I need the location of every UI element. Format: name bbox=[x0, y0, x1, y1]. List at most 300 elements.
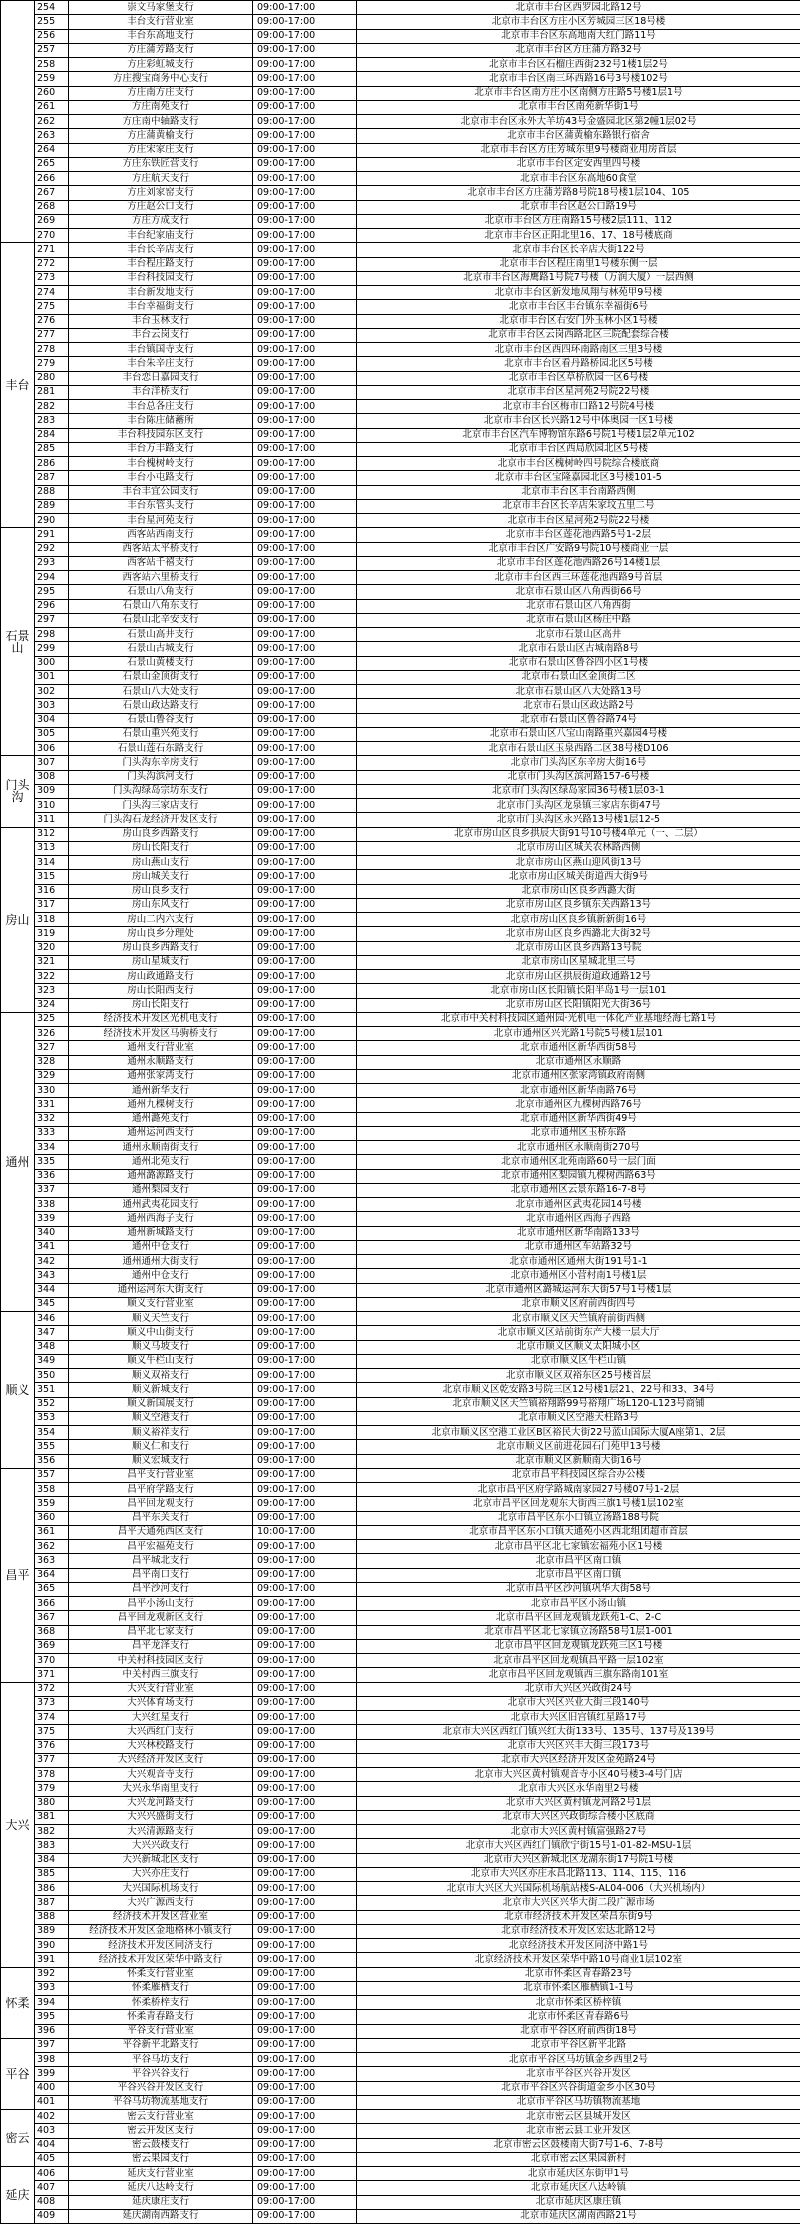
table-row bbox=[1, 100, 800, 114]
branch-name: 丰台支行营业室 bbox=[69, 15, 253, 29]
branch-number: 259 bbox=[35, 72, 69, 86]
branch-name: 西客站六里桥支行 bbox=[69, 571, 253, 585]
business-hours: 09:00-17:00 bbox=[253, 1668, 357, 1682]
business-hours: 09:00-17:00 bbox=[253, 499, 357, 513]
table-row bbox=[1, 1497, 800, 1511]
branch-number: 316 bbox=[35, 884, 69, 898]
branch-address: 北京市丰台区南方庄小区南侧方庄路5号楼1层1号 bbox=[357, 86, 800, 100]
table-row bbox=[1, 799, 800, 813]
table-row bbox=[1, 1967, 800, 1981]
branch-name: 大兴经济开发区支行 bbox=[69, 1753, 253, 1767]
business-hours: 09:00-17:00 bbox=[253, 2010, 357, 2024]
table-row bbox=[1, 1711, 800, 1725]
branch-address: 北京市密云区鼓楼南大街7号1-6、7-8号 bbox=[357, 2138, 800, 2152]
business-hours: 09:00-17:00 bbox=[253, 1440, 357, 1454]
branch-address: 北京市房山区良乡西路13号院 bbox=[357, 941, 800, 955]
branch-address: 北京市大兴区黄村镇龙河路2号1层 bbox=[357, 1796, 800, 1810]
branch-number: 387 bbox=[35, 1896, 69, 1910]
business-hours: 09:00-17:00 bbox=[253, 998, 357, 1012]
branch-address: 北京市丰台区南三环西路16号3号楼102号 bbox=[357, 72, 800, 86]
branch-number: 392 bbox=[35, 1967, 69, 1981]
branch-name: 顺义牛栏山支行 bbox=[69, 1354, 253, 1368]
branch-address: 北京市通州区新华西街49号 bbox=[357, 1112, 800, 1126]
table-row bbox=[1, 1867, 800, 1881]
branch-name: 密云果园支行 bbox=[69, 2152, 253, 2166]
branch-number: 299 bbox=[35, 642, 69, 656]
branch-address: 北京市通州区小营村南1号楼1层 bbox=[357, 1269, 800, 1283]
business-hours: 09:00-17:00 bbox=[253, 15, 357, 29]
branch-address: 北京市石景山区高井 bbox=[357, 628, 800, 642]
business-hours: 09:00-17:00 bbox=[253, 955, 357, 969]
table-row bbox=[1, 813, 800, 827]
table-row bbox=[1, 2167, 800, 2181]
branch-number: 369 bbox=[35, 1639, 69, 1653]
table-row bbox=[1, 756, 800, 770]
branch-number: 294 bbox=[35, 571, 69, 585]
branch-number: 334 bbox=[35, 1141, 69, 1155]
district-cell bbox=[1, 1, 35, 243]
branch-name: 通州运河西支行 bbox=[69, 1126, 253, 1140]
branch-address: 北京市石景山区杨庄中路 bbox=[357, 613, 800, 627]
branch-number: 370 bbox=[35, 1654, 69, 1668]
table-row bbox=[1, 1953, 800, 1967]
table-row bbox=[1, 1511, 800, 1525]
branch-address: 北京市昌平区北七家镇宏福苑小区1号楼 bbox=[357, 1540, 800, 1554]
table-row bbox=[1, 2010, 800, 2024]
branch-address: 北京市房山区城关街道西大街9号 bbox=[357, 870, 800, 884]
branch-address: 北京市通州区新华南路76号 bbox=[357, 1084, 800, 1098]
business-hours: 09:00-17:00 bbox=[253, 2110, 357, 2124]
business-hours: 09:00-17:00 bbox=[253, 913, 357, 927]
branch-number: 327 bbox=[35, 1041, 69, 1055]
business-hours: 09:00-17:00 bbox=[253, 1098, 357, 1112]
table-row bbox=[1, 1739, 800, 1753]
table-row bbox=[1, 1753, 800, 1767]
table-row bbox=[1, 172, 800, 186]
table-row bbox=[1, 2053, 800, 2067]
branch-address: 北京市通州区兴光路1号院5号楼1层101 bbox=[357, 1027, 800, 1041]
business-hours: 09:00-17:00 bbox=[253, 1, 357, 15]
branch-number: 328 bbox=[35, 1055, 69, 1069]
branch-number: 288 bbox=[35, 485, 69, 499]
branch-number: 349 bbox=[35, 1354, 69, 1368]
branch-address: 北京市大兴区新城北区龙湖东街17号院1号楼 bbox=[357, 1853, 800, 1867]
branch-name: 昌平东关支行 bbox=[69, 1511, 253, 1525]
branch-address: 北京市房山区良乡西潞北大街32号 bbox=[357, 927, 800, 941]
branch-address: 北京市通州区通州大街191号1-1 bbox=[357, 1255, 800, 1269]
branch-name: 大兴体育场支行 bbox=[69, 1696, 253, 1710]
branch-address: 北京市通州区永顺路 bbox=[357, 1055, 800, 1069]
business-hours: 09:00-17:00 bbox=[253, 1768, 357, 1782]
branch-number: 395 bbox=[35, 2010, 69, 2024]
business-hours: 09:00-17:00 bbox=[253, 2209, 357, 2223]
branch-address: 北京市昌平区回龙观镇昌平路一层102室 bbox=[357, 1654, 800, 1668]
branch-address: 北京市顺义区站前街东产大楼一层大厅 bbox=[357, 1326, 800, 1340]
branch-name: 昌平支行营业室 bbox=[69, 1468, 253, 1482]
table-row bbox=[1, 1440, 800, 1454]
branch-address: 北京市平谷区马坊镇物流基地 bbox=[357, 2095, 800, 2109]
branch-name: 顺义支行营业室 bbox=[69, 1297, 253, 1311]
branch-name: 崇文马家堡支行 bbox=[69, 1, 253, 15]
table-row bbox=[1, 884, 800, 898]
branch-address: 北京市丰台区永外大羊坊43号金盛园北区第2幢1层02号 bbox=[357, 115, 800, 129]
branch-number: 279 bbox=[35, 357, 69, 371]
table-row bbox=[1, 585, 800, 599]
table-row bbox=[1, 2181, 800, 2195]
business-hours: 09:00-17:00 bbox=[253, 784, 357, 798]
branch-number: 354 bbox=[35, 1426, 69, 1440]
table-row bbox=[1, 1183, 800, 1197]
branch-number: 344 bbox=[35, 1283, 69, 1297]
branch-number: 306 bbox=[35, 742, 69, 756]
business-hours: 09:00-17:00 bbox=[253, 1639, 357, 1653]
table-row bbox=[1, 1212, 800, 1226]
district-cell: 房山 bbox=[1, 827, 35, 1012]
branch-name: 顺义天竺支行 bbox=[69, 1312, 253, 1326]
business-hours: 09:00-17:00 bbox=[253, 314, 357, 328]
branch-name: 顺义仁和支行 bbox=[69, 1440, 253, 1454]
branch-number: 329 bbox=[35, 1069, 69, 1083]
branch-number: 357 bbox=[35, 1468, 69, 1482]
business-hours: 09:00-17:00 bbox=[253, 1226, 357, 1240]
table-row bbox=[1, 1312, 800, 1326]
branch-address: 北京市房山区长阳镇阳光大街36号 bbox=[357, 998, 800, 1012]
district-cell: 石景山 bbox=[1, 528, 35, 756]
business-hours: 09:00-17:00 bbox=[253, 941, 357, 955]
branch-number: 274 bbox=[35, 286, 69, 300]
table-row bbox=[1, 2124, 800, 2138]
branch-number: 321 bbox=[35, 955, 69, 969]
branch-name: 方庄刘家窑支行 bbox=[69, 186, 253, 200]
branch-number: 409 bbox=[35, 2209, 69, 2223]
branch-address: 北京市门头沟区永兴路13号楼1层12-5 bbox=[357, 813, 800, 827]
branch-name: 平谷马坊支行 bbox=[69, 2053, 253, 2067]
business-hours: 09:00-17:00 bbox=[253, 1340, 357, 1354]
branch-number: 406 bbox=[35, 2167, 69, 2181]
table-row bbox=[1, 1682, 800, 1696]
branch-name: 房山二内六支行 bbox=[69, 913, 253, 927]
table-row bbox=[1, 613, 800, 627]
branch-name: 丰台东高地支行 bbox=[69, 29, 253, 43]
branch-address: 北京市丰台区广安路9号院10号楼商业一层 bbox=[357, 542, 800, 556]
table-row bbox=[1, 2195, 800, 2209]
business-hours: 09:00-17:00 bbox=[253, 756, 357, 770]
table-row bbox=[1, 1668, 800, 1682]
branch-name: 昌平天通苑西区支行 bbox=[69, 1525, 253, 1539]
branch-address: 北京市通州区新华南路133号 bbox=[357, 1226, 800, 1240]
table-row bbox=[1, 1654, 800, 1668]
branch-address: 北京市通州区车站路32号 bbox=[357, 1240, 800, 1254]
branch-address: 北京市通州区北苑南路60号一层门面 bbox=[357, 1155, 800, 1169]
business-hours: 09:00-17:00 bbox=[253, 1511, 357, 1525]
business-hours: 09:00-17:00 bbox=[253, 528, 357, 542]
branch-number: 352 bbox=[35, 1397, 69, 1411]
branch-number: 287 bbox=[35, 471, 69, 485]
branch-address: 北京市丰台区蒲黄榆东路银行宿舍 bbox=[357, 129, 800, 143]
branch-name: 通州运河东大街支行 bbox=[69, 1283, 253, 1297]
branch-name: 门头沟石龙经济开发区支行 bbox=[69, 813, 253, 827]
table-row bbox=[1, 314, 800, 328]
branch-name: 门头沟三家店支行 bbox=[69, 799, 253, 813]
branch-address: 北京市丰台区南苑新华街1号 bbox=[357, 100, 800, 114]
branch-name: 通州新城路支行 bbox=[69, 1226, 253, 1240]
branch-name: 经济技术开发区光机电支行 bbox=[69, 1012, 253, 1026]
business-hours: 09:00-17:00 bbox=[253, 300, 357, 314]
branch-number: 273 bbox=[35, 271, 69, 285]
branch-address: 北京市大兴区兴政街24号 bbox=[357, 1682, 800, 1696]
branch-address: 北京市大兴区兴政街综合楼小区底商 bbox=[357, 1810, 800, 1824]
table-row bbox=[1, 1069, 800, 1083]
business-hours: 09:00-17:00 bbox=[253, 1910, 357, 1924]
branch-address: 北京市通州区永顺南街270号 bbox=[357, 1141, 800, 1155]
branch-address: 北京市丰台区长辛店大街122号 bbox=[357, 243, 800, 257]
branch-name: 丰台槐树岭支行 bbox=[69, 457, 253, 471]
branch-address: 北京市经济技术开发区宏达北路12号 bbox=[357, 1924, 800, 1938]
table-row bbox=[1, 1825, 800, 1839]
table-row bbox=[1, 1611, 800, 1625]
branch-address: 北京市通州区张家湾镇政府南侧 bbox=[357, 1069, 800, 1083]
branch-name: 方庄航天支行 bbox=[69, 172, 253, 186]
table-row bbox=[1, 599, 800, 613]
branch-address: 北京市顺义区空港工业区B区裕民大街22号蓝山国际大厦A座第1、2层 bbox=[357, 1426, 800, 1440]
branch-name: 门头沟滨河支行 bbox=[69, 770, 253, 784]
branch-number: 275 bbox=[35, 300, 69, 314]
business-hours: 09:00-17:00 bbox=[253, 1454, 357, 1468]
branch-number: 258 bbox=[35, 58, 69, 72]
table-row bbox=[1, 1696, 800, 1710]
business-hours: 09:00-17:00 bbox=[253, 485, 357, 499]
table-row bbox=[1, 43, 800, 57]
table-row bbox=[1, 357, 800, 371]
business-hours: 09:00-17:00 bbox=[253, 428, 357, 442]
branch-number: 319 bbox=[35, 927, 69, 941]
branch-name: 石景山重兴苑支行 bbox=[69, 727, 253, 741]
branch-address: 北京市丰台区新发地凤翔与林苑甲9号楼 bbox=[357, 286, 800, 300]
business-hours: 09:00-17:00 bbox=[253, 143, 357, 157]
branch-name: 通州潞苑支行 bbox=[69, 1112, 253, 1126]
table-row bbox=[1, 927, 800, 941]
branch-address: 北京市丰台区海鹰路1号院7号楼（万润大厦）一层西侧 bbox=[357, 271, 800, 285]
branch-address: 北京市丰台区西罗园北路12号 bbox=[357, 1, 800, 15]
branch-address: 北京市石景山区玉泉西路二区38号楼D106 bbox=[357, 742, 800, 756]
branch-number: 314 bbox=[35, 856, 69, 870]
table-row bbox=[1, 499, 800, 513]
branch-name: 通州中仓支行 bbox=[69, 1269, 253, 1283]
branch-number: 343 bbox=[35, 1269, 69, 1283]
branch-number: 270 bbox=[35, 229, 69, 243]
branch-number: 403 bbox=[35, 2124, 69, 2138]
branch-address: 北京市通州区梨园镇九棵树西路63号 bbox=[357, 1169, 800, 1183]
branch-name: 延庆八达岭支行 bbox=[69, 2181, 253, 2195]
branch-name: 通州武夷花园支行 bbox=[69, 1198, 253, 1212]
branch-name: 中关村西三旗支行 bbox=[69, 1668, 253, 1682]
branch-address: 北京市房山区城关农林路西侧 bbox=[357, 841, 800, 855]
table-row bbox=[1, 157, 800, 171]
branch-address: 北京市昌平区南口镇 bbox=[357, 1568, 800, 1582]
branch-address: 北京市昌平区府学路城南家园27号楼07号1-2层 bbox=[357, 1483, 800, 1497]
branch-name: 大兴龙河路支行 bbox=[69, 1796, 253, 1810]
branch-number: 362 bbox=[35, 1540, 69, 1554]
branch-address: 北京市大兴区西红门镇兴红大街133号、135号、137号及139号 bbox=[357, 1725, 800, 1739]
branch-number: 353 bbox=[35, 1411, 69, 1425]
table-row bbox=[1, 1269, 800, 1283]
branch-number: 346 bbox=[35, 1312, 69, 1326]
business-hours: 09:00-17:00 bbox=[253, 1924, 357, 1938]
branch-name: 方庄南方庄支行 bbox=[69, 86, 253, 100]
branch-name: 通州中仓支行 bbox=[69, 1240, 253, 1254]
branch-address: 北京市丰台区梅市口路12号院4号楼 bbox=[357, 400, 800, 414]
table-row bbox=[1, 1568, 800, 1582]
business-hours: 09:00-17:00 bbox=[253, 1312, 357, 1326]
branch-address: 北京市门头沟区东辛房大街16号 bbox=[357, 756, 800, 770]
table-row bbox=[1, 913, 800, 927]
branch-address: 北京市丰台区石榴庄西街232号1楼1层2号 bbox=[357, 58, 800, 72]
business-hours: 09:00-17:00 bbox=[253, 357, 357, 371]
branch-name: 大兴支行营业室 bbox=[69, 1682, 253, 1696]
table-row bbox=[1, 1340, 800, 1354]
branch-number: 345 bbox=[35, 1297, 69, 1311]
branch-name: 石景山金顶街支行 bbox=[69, 670, 253, 684]
business-hours: 09:00-17:00 bbox=[253, 670, 357, 684]
table-row bbox=[1, 970, 800, 984]
branch-number: 361 bbox=[35, 1525, 69, 1539]
branch-name: 西客站太平桥支行 bbox=[69, 542, 253, 556]
business-hours: 09:00-17:00 bbox=[253, 2124, 357, 2138]
branch-name: 丰台朱辛庄支行 bbox=[69, 357, 253, 371]
table-row bbox=[1, 1297, 800, 1311]
branch-number: 289 bbox=[35, 499, 69, 513]
business-hours: 09:00-17:00 bbox=[253, 1867, 357, 1881]
table-row bbox=[1, 1426, 800, 1440]
branch-number: 391 bbox=[35, 1953, 69, 1967]
branch-address: 北京市通州区云景东路16-7-8号 bbox=[357, 1183, 800, 1197]
branch-address: 北京市丰台区方庄芳城东里9号楼商业用房首层 bbox=[357, 143, 800, 157]
branch-address: 北京市延庆区东街甲1号 bbox=[357, 2167, 800, 2181]
business-hours: 09:00-17:00 bbox=[253, 1084, 357, 1098]
branch-address: 北京市大兴区永华南里2号楼 bbox=[357, 1782, 800, 1796]
table-row bbox=[1, 1582, 800, 1596]
branch-name: 丰台云岗支行 bbox=[69, 328, 253, 342]
business-hours: 09:00-17:00 bbox=[253, 229, 357, 243]
branch-number: 348 bbox=[35, 1340, 69, 1354]
table-row bbox=[1, 1853, 800, 1867]
branch-name: 丰台程庄路支行 bbox=[69, 257, 253, 271]
table-row bbox=[1, 442, 800, 456]
business-hours: 09:00-17:00 bbox=[253, 1597, 357, 1611]
business-hours: 09:00-17:00 bbox=[253, 1582, 357, 1596]
table-row bbox=[1, 1782, 800, 1796]
branch-number: 401 bbox=[35, 2095, 69, 2109]
table-row bbox=[1, 1768, 800, 1782]
table-row bbox=[1, 1255, 800, 1269]
table-row bbox=[1, 143, 800, 157]
branch-number: 383 bbox=[35, 1839, 69, 1853]
branch-address: 北京市门头沟区绿岛家园36号楼1层03-1 bbox=[357, 784, 800, 798]
branch-address: 北京市丰台区东高地60食堂 bbox=[357, 172, 800, 186]
business-hours: 09:00-17:00 bbox=[253, 1468, 357, 1482]
branch-number: 263 bbox=[35, 129, 69, 143]
branch-number: 310 bbox=[35, 799, 69, 813]
business-hours: 09:00-17:00 bbox=[253, 1540, 357, 1554]
branch-name: 大兴新城北区支行 bbox=[69, 1853, 253, 1867]
branch-address: 北京市顺义区牛栏山镇 bbox=[357, 1354, 800, 1368]
table-row bbox=[1, 941, 800, 955]
branch-address: 北京市房山区拱辰街道政通路12号 bbox=[357, 970, 800, 984]
branch-number: 338 bbox=[35, 1198, 69, 1212]
branch-number: 260 bbox=[35, 86, 69, 100]
branch-address: 北京市怀柔区青春路23号 bbox=[357, 1967, 800, 1981]
branch-name: 石景山鲁谷支行 bbox=[69, 713, 253, 727]
branch-address: 北京市丰台区赵公口路19号 bbox=[357, 200, 800, 214]
branch-name: 通州九棵树支行 bbox=[69, 1098, 253, 1112]
branch-address: 北京市延庆区湖南西路21号 bbox=[357, 2209, 800, 2223]
business-hours: 09:00-17:00 bbox=[253, 200, 357, 214]
business-hours: 09:00-17:00 bbox=[253, 343, 357, 357]
branch-number: 333 bbox=[35, 1126, 69, 1140]
business-hours: 09:00-17:00 bbox=[253, 1283, 357, 1297]
branch-name: 密云支行营业室 bbox=[69, 2110, 253, 2124]
table-row bbox=[1, 955, 800, 969]
branch-address: 北京市丰台区西三环莲花池西路9号首层 bbox=[357, 571, 800, 585]
branch-address: 北京市石景山区八角西街66号 bbox=[357, 585, 800, 599]
branch-number: 400 bbox=[35, 2081, 69, 2095]
branch-number: 292 bbox=[35, 542, 69, 556]
branch-name: 昌平府学路支行 bbox=[69, 1483, 253, 1497]
branch-address: 北京市顺义区乾安路3号院三区12号楼1层21、22号和33、34号 bbox=[357, 1383, 800, 1397]
branch-name: 通州通州大街支行 bbox=[69, 1255, 253, 1269]
table-row bbox=[1, 286, 800, 300]
branch-number: 311 bbox=[35, 813, 69, 827]
business-hours: 09:00-17:00 bbox=[253, 841, 357, 855]
business-hours: 09:00-17:00 bbox=[253, 1240, 357, 1254]
branch-number: 378 bbox=[35, 1768, 69, 1782]
branch-number: 291 bbox=[35, 528, 69, 542]
branch-name: 昌平回龙观新区支行 bbox=[69, 1611, 253, 1625]
branch-address: 北京市通州区九棵树西路76号 bbox=[357, 1098, 800, 1112]
branch-name: 房山城关支行 bbox=[69, 870, 253, 884]
branch-number: 368 bbox=[35, 1625, 69, 1639]
table-row bbox=[1, 685, 800, 699]
branch-name: 经济技术开发区金地格林小镇支行 bbox=[69, 1924, 253, 1938]
table-row bbox=[1, 1041, 800, 1055]
branch-name: 丰台恋日嘉园支行 bbox=[69, 371, 253, 385]
branch-number: 363 bbox=[35, 1554, 69, 1568]
branch-number: 365 bbox=[35, 1582, 69, 1596]
branch-number: 402 bbox=[35, 2110, 69, 2124]
branch-name: 丰台长辛店支行 bbox=[69, 243, 253, 257]
branch-address: 北京市丰台区西四环南路南区三里3号楼 bbox=[357, 343, 800, 357]
branch-number: 350 bbox=[35, 1369, 69, 1383]
branch-number: 380 bbox=[35, 1796, 69, 1810]
branch-name: 经济技术开发区营业室 bbox=[69, 1910, 253, 1924]
branch-name: 顺义马坡支行 bbox=[69, 1340, 253, 1354]
branch-name: 石景山北辛安支行 bbox=[69, 613, 253, 627]
table-row bbox=[1, 1, 800, 15]
branch-number: 384 bbox=[35, 1853, 69, 1867]
branch-number: 388 bbox=[35, 1910, 69, 1924]
branch-address: 北京市丰台区长兴路12号中体奥园一区1号楼 bbox=[357, 414, 800, 428]
branch-name: 房山良乡西路支行 bbox=[69, 941, 253, 955]
branch-name: 石景山莲石东路支行 bbox=[69, 742, 253, 756]
branch-name: 房山长阳西支行 bbox=[69, 984, 253, 998]
branch-number: 358 bbox=[35, 1483, 69, 1497]
table-row bbox=[1, 2138, 800, 2152]
business-hours: 09:00-17:00 bbox=[253, 1882, 357, 1896]
branch-number: 301 bbox=[35, 670, 69, 684]
branch-name: 房山东风支行 bbox=[69, 898, 253, 912]
business-hours: 09:00-17:00 bbox=[253, 813, 357, 827]
branch-address: 北京市大兴区旧宫镇红星路17号 bbox=[357, 1711, 800, 1725]
